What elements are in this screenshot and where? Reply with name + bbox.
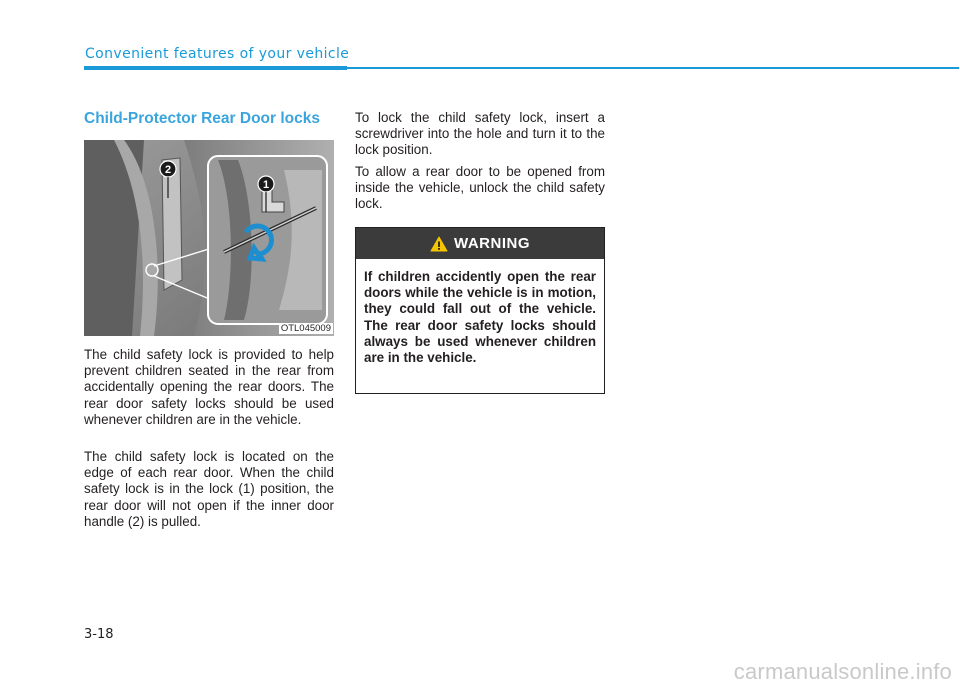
page-number: 3-18 [84,627,114,642]
header-title: Convenient features of your vehicle [85,46,350,62]
warning-label: WARNING [454,235,530,252]
callout-2-label: 2 [164,164,172,176]
column1-paragraph-1: The child safety lock is provided to help prevent children seated in the rear from accidentally opening the rear doors. The rear door safety locks should be used whenever children are in the vehicle. [84,347,334,427]
warning-triangle-icon [430,236,448,252]
warning-header [356,228,604,259]
section-title: Child-Protector Rear Door locks [84,110,320,127]
column2-paragraph-1: To lock the child safety lock, insert a screwdriver into the hole and turn it to the lock position. [355,110,605,158]
column2-paragraph-2: To allow a rear door to be opened from inside the vehicle, unlock the child safety lock. [355,164,605,212]
door-lock-drawing [84,140,334,336]
door-lock-illustration [84,140,334,336]
figure-code: OTL045009 [280,323,331,334]
header-rule-thick [84,66,347,70]
header-rule-thin [347,67,959,69]
callout-1-label: 1 [262,179,270,191]
warning-text: If children accidently open the rear doors while the vehicle is in motion, they could fall out of the vehicle. The rear door safety locks should always be used whenever children are in the vehicle. [364,269,596,366]
watermark: carmanualsonline.info [733,659,952,684]
warning-box [355,227,605,394]
column1-paragraph-2: The child safety lock is located on the edge of each rear door. When the child safety lock is in the lock (1) position, the rear door will not open if the inner door handle (2) is pulled. [84,449,334,529]
